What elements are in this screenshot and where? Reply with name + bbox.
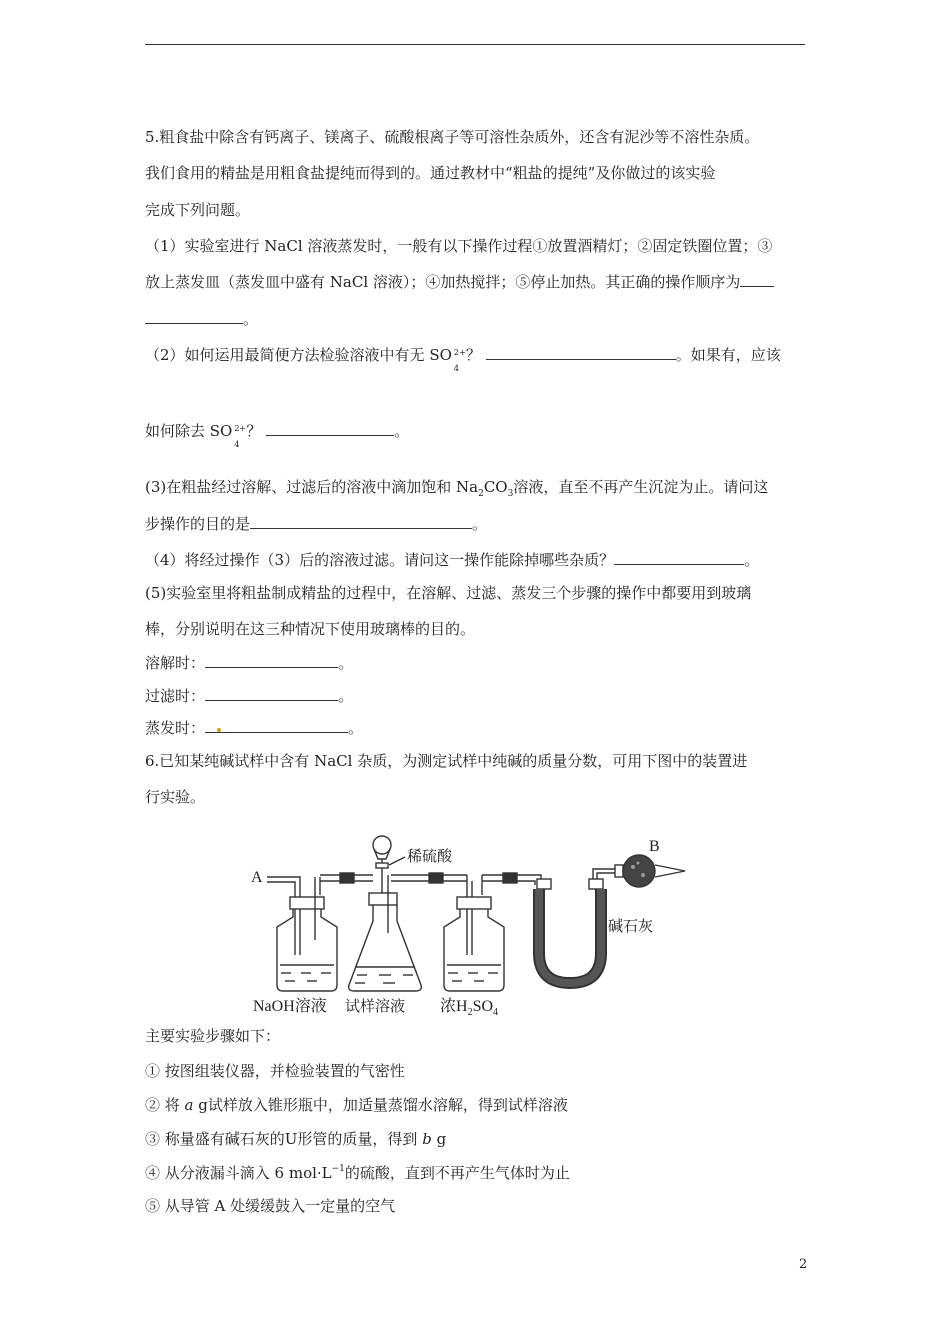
step-3: ③ 称量盛有碱石灰的U形管的质量，得到 b g (145, 1130, 447, 1148)
q5-part2-line2: 如何除去 SO 2+ 4 ？ 。 (145, 422, 410, 449)
q5-part1-line2: 放上蒸发皿（蒸发皿中盛有 NaCl 溶液）；④加热搅拌；⑤停止加热。其正确的操作顺序为 (145, 272, 774, 292)
sulfate-ion-notation: 2+ 4 (234, 424, 247, 449)
q6-line1: 6.已知某纯碱试样中含有 NaCl 杂质，为测定试样中纯碱的质量分数，可用下图中的装置进 (145, 752, 748, 770)
dilute-acid-label: 稀硫酸 (407, 847, 453, 865)
sample-solution-label: 试样溶液 (345, 997, 406, 1015)
q5-line2: 我们食用的精盐是用粗食盐提纯而得到的。通过教材中“粗盐的提纯”及你做过的该实验 (145, 164, 716, 182)
q5-part5-line2: 棒，分别说明在这三种情况下使用玻璃棒的目的。 (145, 620, 476, 638)
drying-tube-b (615, 855, 685, 887)
evaporate-line: 蒸发时： 。 (145, 719, 364, 737)
answer-blank[interactable] (266, 421, 394, 436)
q5-part3-line1: (3)在粗盐经过溶解、过滤后的溶液中滴加饱和 $Na_2CO_3$溶液，直至不再产生沉淀为止。请问这 (145, 478, 769, 499)
marker-dot (217, 728, 221, 732)
q5-part3-line2: 步操作的目的是 。 (145, 515, 488, 533)
page-number: 2 (799, 1257, 808, 1272)
step-4: ④ 从分液漏斗滴入 6 $mol\cdot L^{-1}$的硫酸，直到不再产生气体时为止 (145, 1164, 570, 1182)
q5-part2-line1: （2）如何运用最简便方法检验溶液中有无 SO 2+ 4 ？ 。如果有，应该 (145, 346, 781, 373)
answer-blank[interactable] (614, 550, 744, 565)
steps-title: 主要实验步骤如下： (145, 1027, 281, 1045)
answer-blank[interactable] (205, 686, 338, 701)
dissolve-line: 溶解时： 。 (145, 654, 354, 672)
inlet-label-a: A (251, 869, 263, 886)
filter-line: 过滤时： 。 (145, 687, 354, 705)
conical-flask (349, 875, 422, 991)
answer-blank[interactable] (250, 514, 472, 529)
answer-blank[interactable] (205, 653, 338, 668)
step-2: ② 将 a g试样放入锥形瓶中，加适量蒸馏水溶解，得到试样溶液 (145, 1096, 568, 1114)
u-tube (537, 879, 603, 983)
q5-part1-line3: 。 (145, 309, 258, 329)
answer-blank[interactable] (486, 345, 676, 360)
sulfate-ion-notation: 2+ 4 (453, 348, 466, 373)
q5-line1: 5.粗食盐中除含有钙离子、镁离子、硫酸根离子等可溶性杂质外，还含有泥沙等不溶性杂质。 (145, 128, 760, 146)
naoh-solution-label: NaOH溶液 (253, 998, 327, 1015)
answer-blank[interactable] (205, 718, 348, 733)
q5-part5-line1: (5)实验室里将粗盐制成精盐的过程中，在溶解、过滤、蒸发三个步骤的操作中都要用到玻璃 (145, 584, 752, 602)
naoh-wash-bottle (277, 877, 337, 991)
conc-sulfuric-acid-label: 浓$H_2SO_4$ (440, 998, 499, 1015)
header-rule (145, 44, 805, 45)
q6-line2: 行实验。 (145, 788, 206, 806)
answer-blank[interactable] (740, 272, 774, 287)
q5-line3: 完成下列问题。 (145, 201, 251, 219)
apparatus-diagram (245, 835, 725, 1015)
soda-lime-label: 碱石灰 (608, 917, 654, 935)
step-5: ⑤ 从导管 A 处缓缓鼓入一定量的空气 (145, 1197, 396, 1215)
step-1: ① 按图组装仪器，并检验装置的气密性 (145, 1062, 405, 1080)
q5-part4: （4）将经过操作（3）后的溶液过滤。请问这一操作能除掉哪些杂质？ 。 (145, 551, 760, 569)
drying-tube-label-b: B (649, 838, 660, 855)
answer-blank[interactable] (145, 309, 243, 324)
q5-part1-line1: （1）实验室进行 NaCl 溶液蒸发时，一般有以下操作过程①放置酒精灯；②固定铁圈位置；③ (145, 237, 773, 255)
sulfuric-acid-drying-bottle (444, 875, 504, 991)
